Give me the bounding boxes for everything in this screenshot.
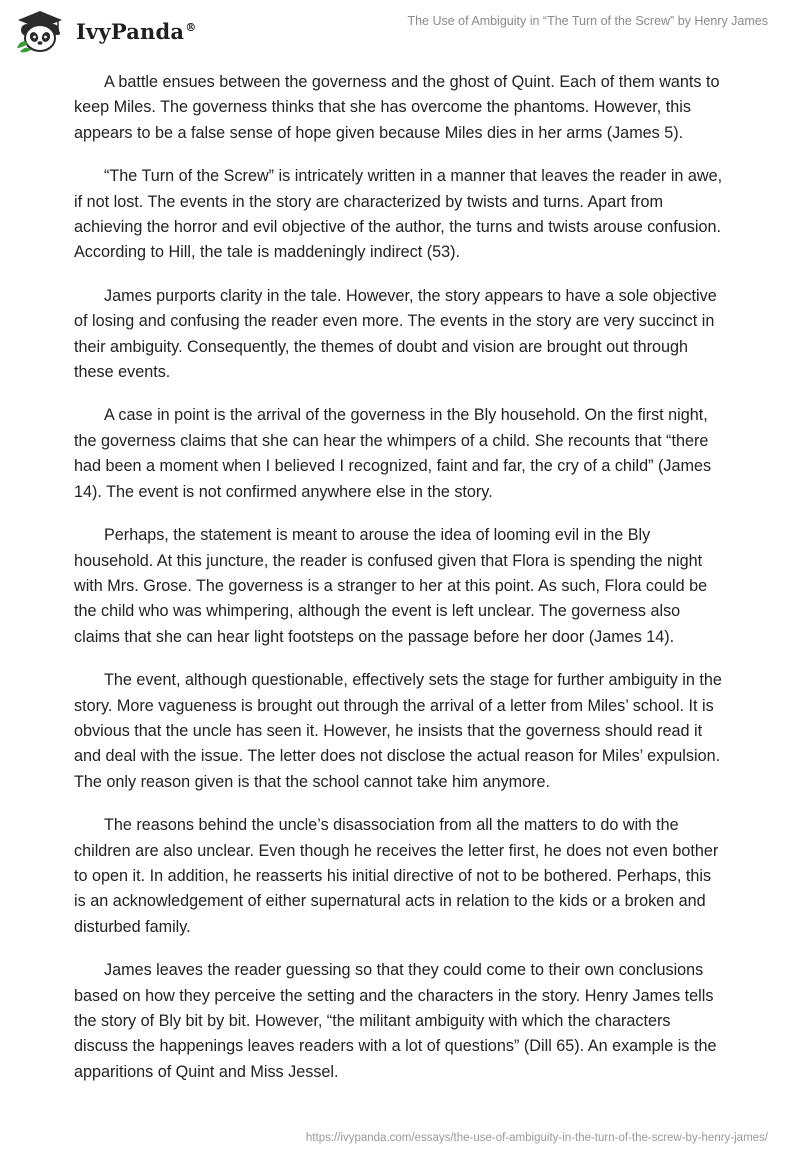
paragraph: The event, although questionable, effectively sets the stage for further ambiguity in the story. More vagueness is brought out through the arrival of a letter from Miles’ school. It is obvious that the uncle has seen it. However, he insists that the governess should read it and deal with the issue. The letter does not disclose the actual reason for Miles’ expulsion. The only reason given is that the school cannot take him anymore. — [74, 671, 722, 791]
ivypanda-logo[interactable] — [14, 8, 196, 54]
paragraph: A battle ensues between the governess and the ghost of Quint. Each of them wants to keep Miles. The governess thinks that she has overcome the phantoms. However, this appears to be a false sense of hope given because Miles dies in her arms (James 5). — [74, 73, 720, 142]
running-title: The Use of Ambiguity in “The Turn of the Screw” by Henry James — [407, 14, 768, 28]
paragraph: A case in point is the arrival of the governess in the Bly household. On the first night, the governess claims that she can hear the whimpers of a child. She recounts that “there had been a moment when I believed I recognized, faint and far, the cry of a child” (James 14). The event is not confirmed anywhere else in the story. — [74, 406, 712, 501]
source-url[interactable]: https://ivypanda.com/essays/the-use-of-ambiguity-in-the-turn-of-the-screw-by-henry-james/ — [305, 1132, 768, 1144]
panda-graduation-cap-icon — [14, 8, 66, 54]
paragraph: The reasons behind the uncle’s disassociation from all the matters to do with the children are also unclear. Even though he receives the letter first, he does not even bother to open it. In addition, he reasserts his initial directive of not to be bothered. Perhaps, this is an acknowledgement of either supernatural acts in relation to the kids or a broken and disturbed family. — [74, 816, 719, 936]
brand-name: IvyPanda® — [76, 18, 197, 44]
paragraph: James leaves the reader guessing so that they could come to their own conclusions based on how they perceive the setting and the characters in the story. Henry James tells the story of Bly bit by bit. However, “the militant ambiguity with which the characters discuss the happenings leaves readers with a lot of questions” (Dill 65). An example is the apparitions of Quint and Miss Jessel. — [74, 961, 717, 1081]
essay-body — [74, 70, 724, 1103]
paragraph: “The Turn of the Screw” is intricately written in a manner that leaves the reader in awe, if not lost. The events in the story are characterized by twists and turns. Apart from achieving the horror and evil objective of the author, the turns and twists arouse confusion. According to Hill, the tale is maddeningly indirect (53). — [74, 167, 723, 262]
paragraph: James purports clarity in the tale. However, the story appears to have a sole objective of losing and confusing the reader even more. The events in the story are very succinct in their ambiguity. Consequently, the themes of doubt and vision are brought out through these events. — [74, 286, 717, 382]
paragraph: Perhaps, the statement is meant to arouse the idea of looming evil in the Bly household. At this juncture, the reader is confused given that Flora is spending the night with Mrs. Grose. The governess is a stranger to her at this point. As such, Flora could be the child who was whimpering, although the event is left unclear. The governess also claims that she can hear light footsteps on the passage before her door (James 14). — [74, 526, 708, 646]
page-header — [0, 0, 800, 70]
registered-mark: ® — [185, 20, 197, 34]
